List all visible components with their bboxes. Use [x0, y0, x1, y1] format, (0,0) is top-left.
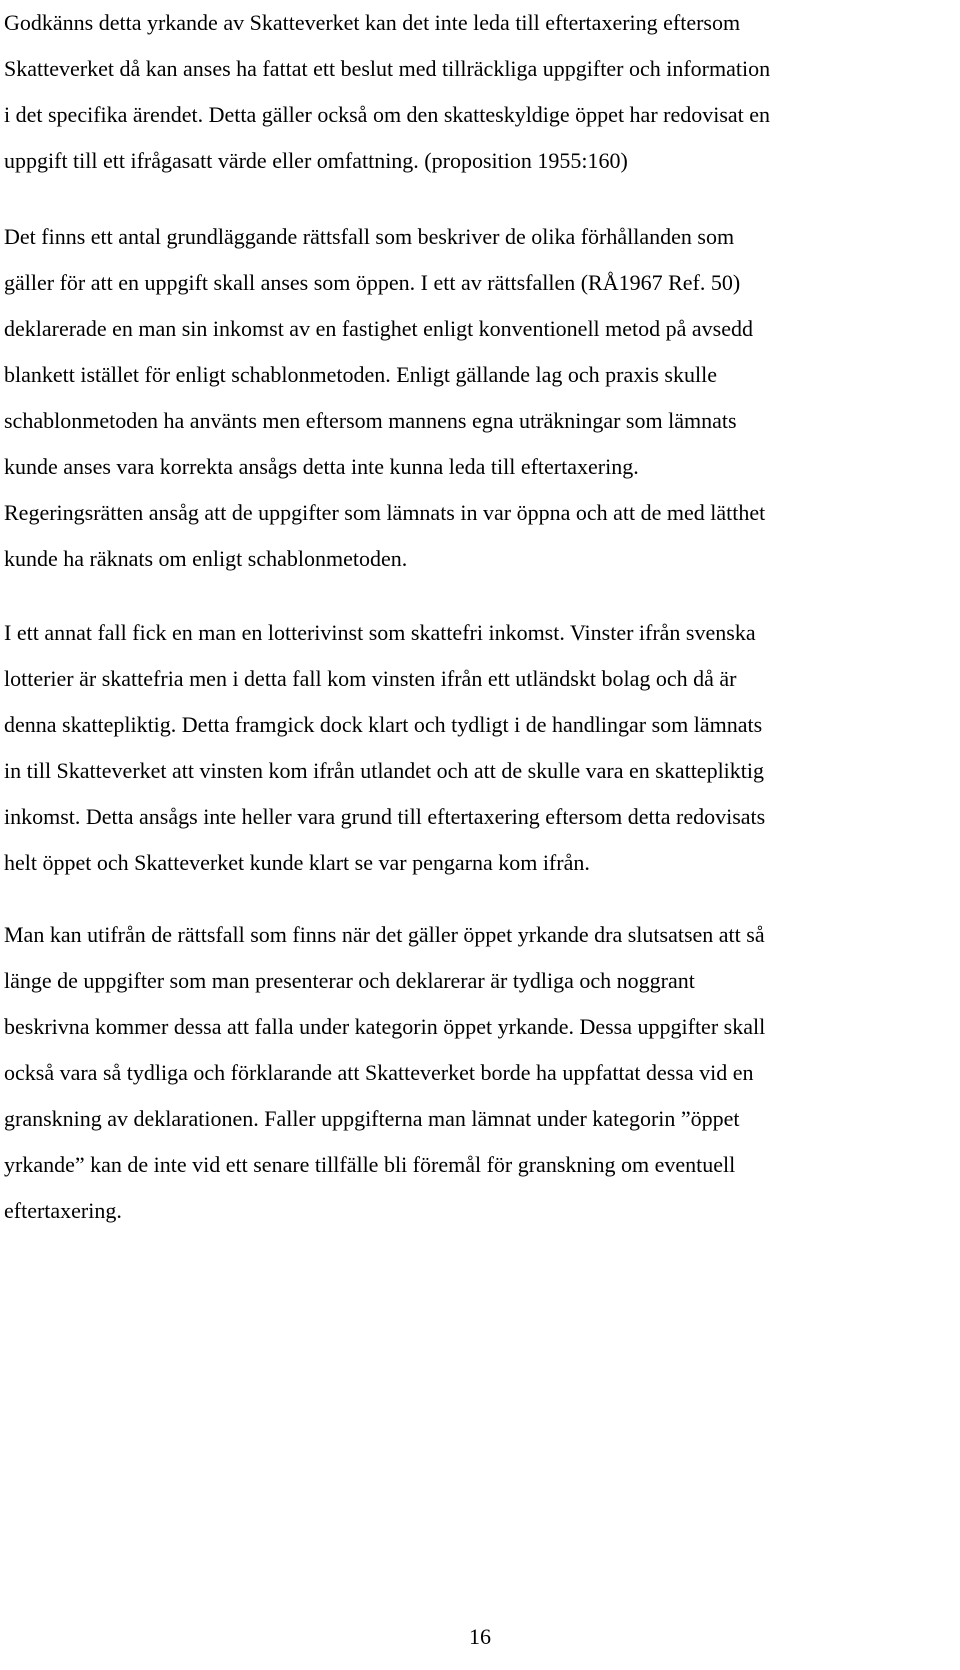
document-page: [4, 0, 956, 1670]
text-line: beskrivna kommer dessa att falla under kategorin öppet yrkande. Dessa uppgifter skall: [4, 1014, 766, 1039]
text-line: i det specifika ärendet. Detta gäller också om den skatteskyldige öppet har redovisat en: [4, 102, 771, 127]
text-line: denna skattepliktig. Detta framgick dock klart och tydligt i de handlingar som lämnats: [4, 712, 763, 737]
text-line: eftertaxering.: [4, 1198, 122, 1223]
text-line: in till Skatteverket att vinsten kom ifrån utlandet och att de skulle vara en skattepliktig: [4, 758, 765, 783]
text-line: också vara så tydliga och förklarande att Skatteverket borde ha uppfattat dessa vid en: [4, 1060, 754, 1085]
text-line: yrkande” kan de inte vid ett senare tillfälle bli föremål för granskning om eventuell: [4, 1152, 736, 1177]
paragraph-3: [4, 610, 956, 886]
text-line: lotterier är skattefria men i detta fall kom vinsten ifrån ett utländskt bolag och då är: [4, 666, 737, 691]
text-line: Man kan utifrån de rättsfall som finns när det gäller öppet yrkande dra slutsatsen att så: [4, 922, 765, 947]
text-line: helt öppet och Skatteverket kunde klart se var pengarna kom ifrån.: [4, 850, 590, 875]
text-line: Skatteverket då kan anses ha fattat ett beslut med tillräckliga uppgifter och information: [4, 56, 771, 81]
paragraph-4: [4, 912, 956, 1234]
text-line: kunde ha räknats om enligt schablonmetoden.: [4, 546, 408, 571]
paragraph-1: [4, 0, 956, 184]
text-line: Det finns ett antal grundläggande rättsfall som beskriver de olika förhållanden som: [4, 224, 735, 249]
text-line: blankett istället för enligt schablonmetoden. Enligt gällande lag och praxis skulle: [4, 362, 717, 387]
text-line: uppgift till ett ifrågasatt värde eller omfattning. (proposition 1955:160): [4, 148, 628, 173]
text-line: länge de uppgifter som man presenterar och deklarerar är tydliga och noggrant: [4, 968, 695, 993]
text-line: deklarerade en man sin inkomst av en fastighet enligt konventionell metod på avsedd: [4, 316, 754, 341]
text-line: Godkänns detta yrkande av Skatteverket kan det inte leda till eftertaxering eftersom: [4, 10, 741, 35]
text-line: kunde anses vara korrekta ansågs detta inte kunna leda till eftertaxering.: [4, 454, 639, 479]
paragraph-2: [4, 214, 956, 582]
text-line: inkomst. Detta ansågs inte heller vara grund till eftertaxering eftersom detta redovisats: [4, 804, 766, 829]
text-line: I ett annat fall fick en man en lotterivinst som skattefri inkomst. Vinster ifrån svenska: [4, 620, 756, 645]
text-line: granskning av deklarationen. Faller uppgifterna man lämnat under kategorin ”öppet: [4, 1106, 740, 1131]
text-line: schablonmetoden ha använts men eftersom mannens egna uträkningar som lämnats: [4, 408, 737, 433]
text-line: gäller för att en uppgift skall anses som öppen. I ett av rättsfallen (RÅ1967 Ref. 50): [4, 270, 741, 295]
page-number: 16: [469, 1624, 491, 1649]
text-line: Regeringsrätten ansåg att de uppgifter som lämnats in var öppna och att de med lätthet: [4, 500, 766, 525]
